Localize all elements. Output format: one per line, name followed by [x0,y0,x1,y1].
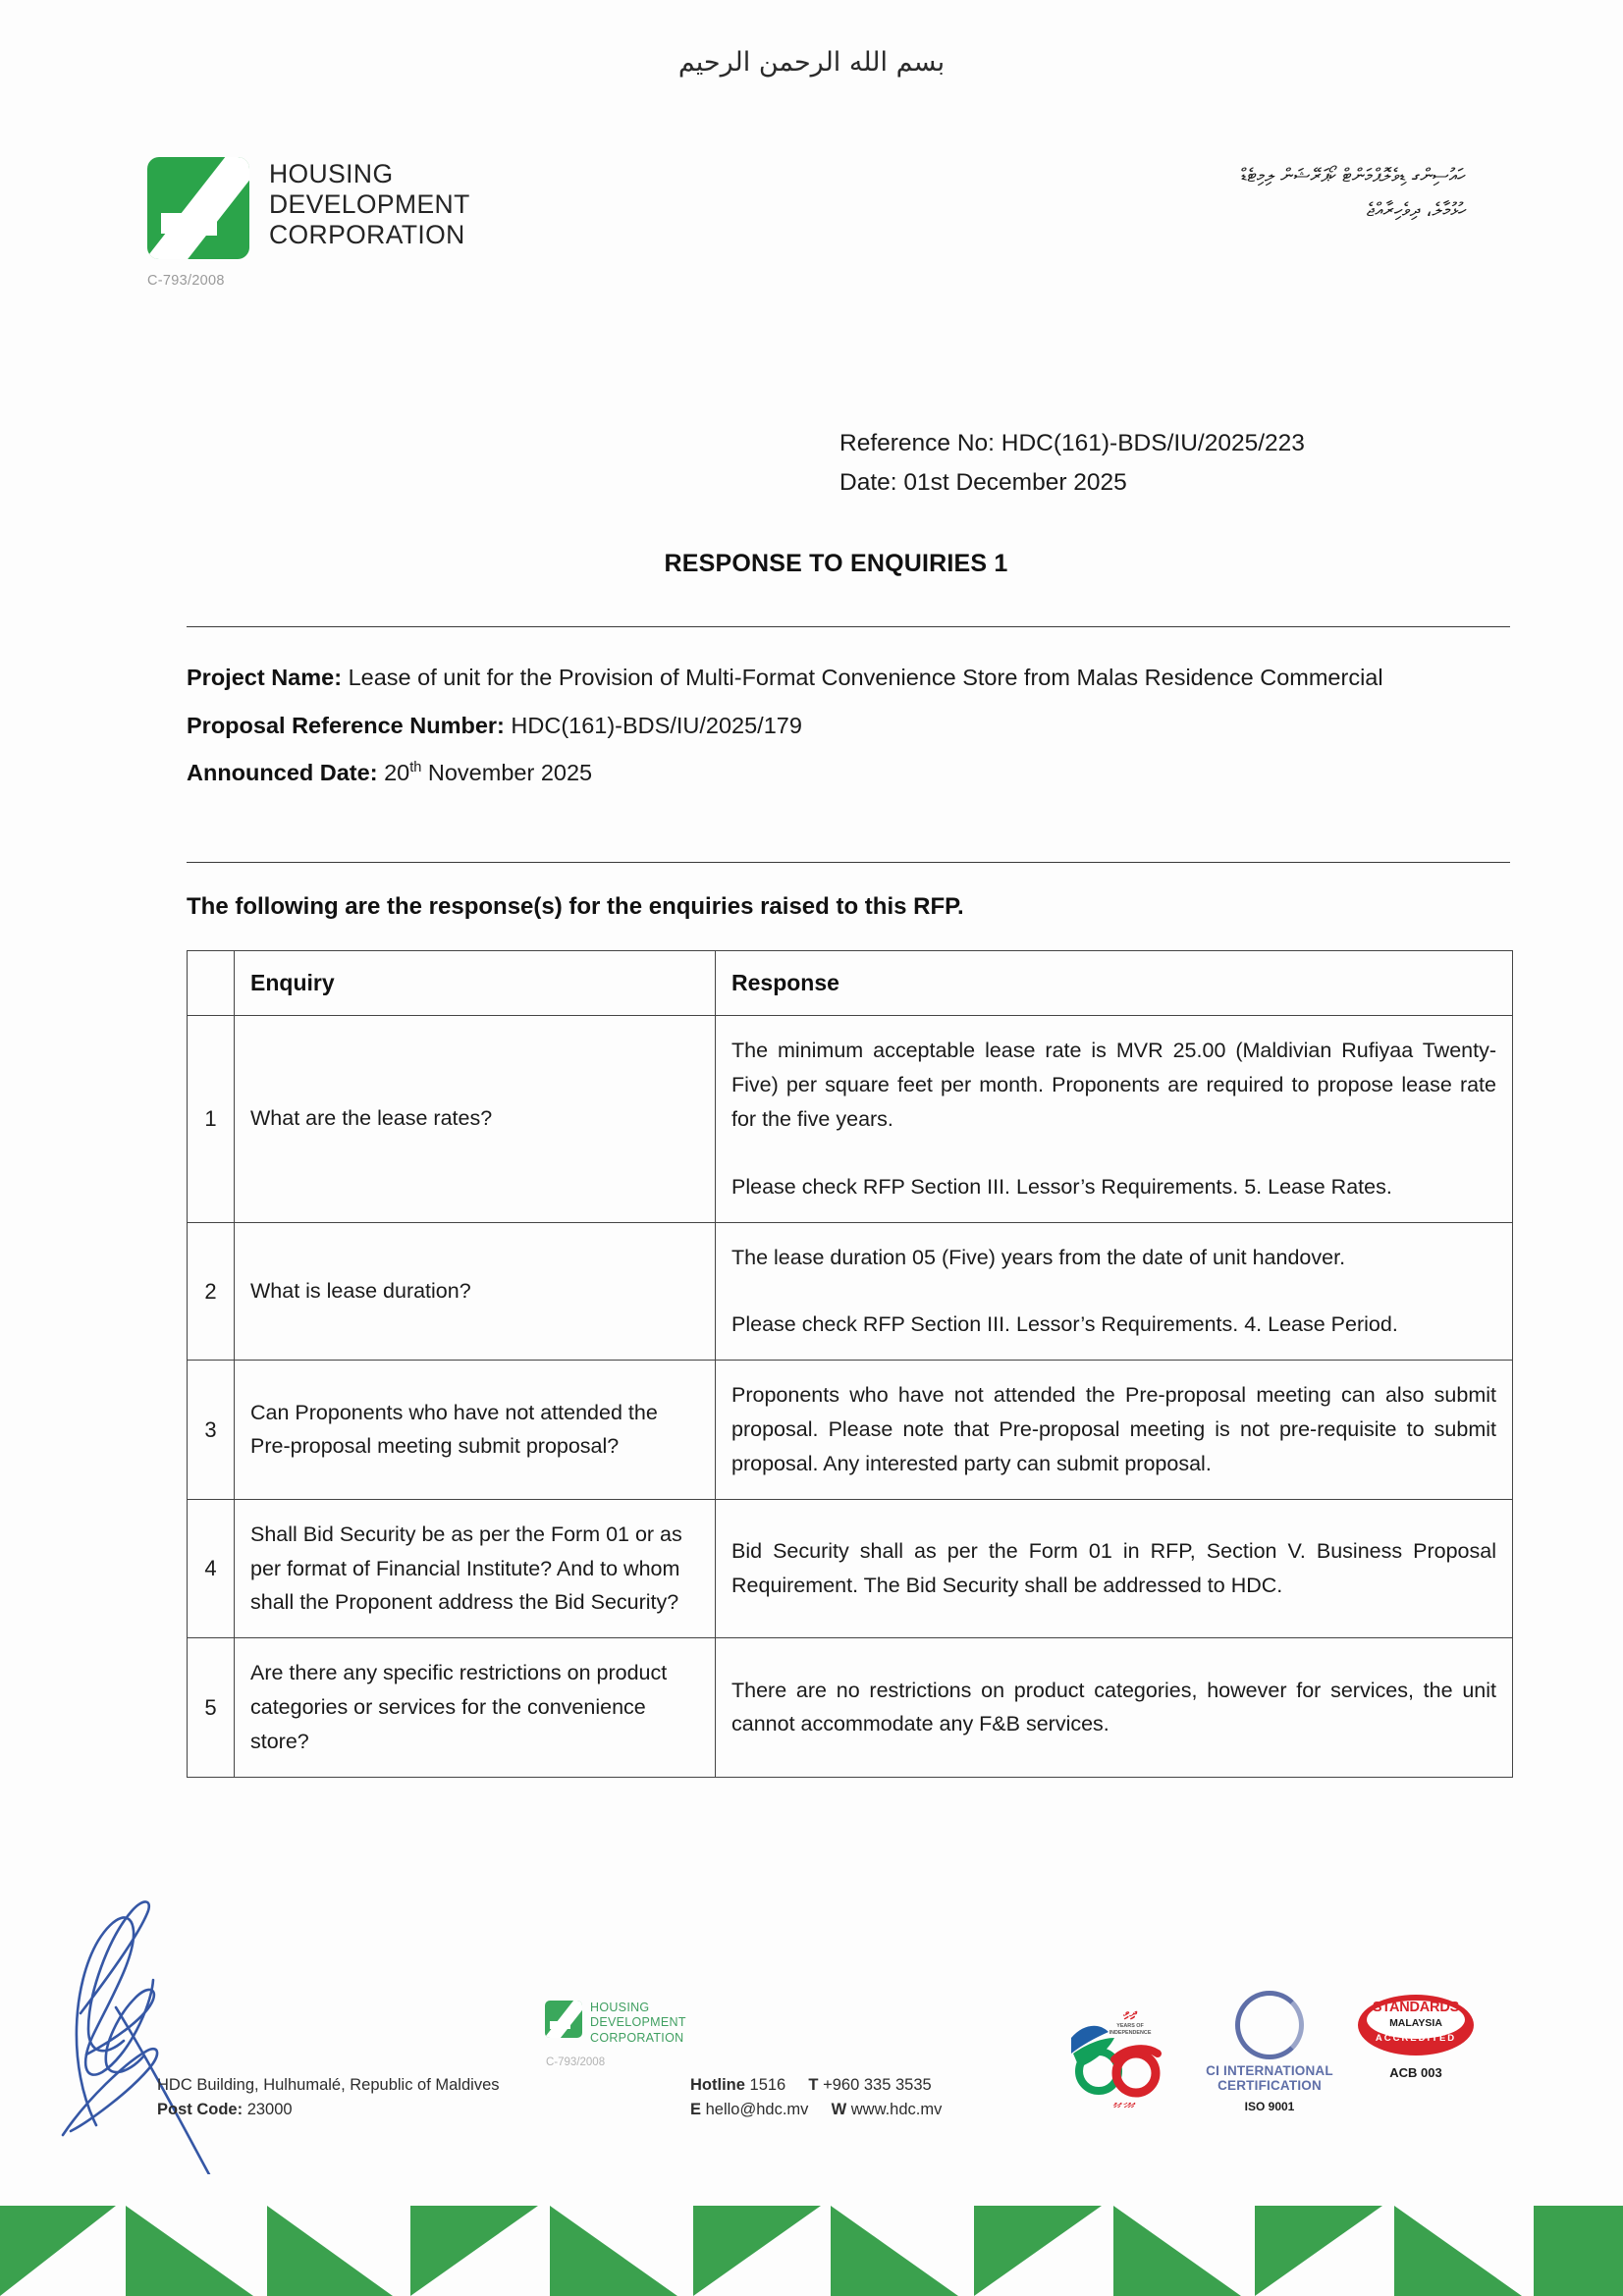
company-registration-no: C-793/2008 [147,273,225,289]
footer-hdc-wordmark [590,2001,686,2046]
column-header-number [188,951,235,1016]
footer-hotline-value: 1516 [749,2076,786,2094]
dhivehi-letterhead [1241,159,1466,228]
announced-date-day: 20 [384,760,410,786]
footer-contact-block [690,2073,942,2122]
ci-name-line-1: CI INTERNATIONAL [1206,2063,1333,2078]
bottom-triangle-band [0,2139,1623,2296]
divider-top [187,626,1510,627]
page-title [0,550,1623,578]
proposal-reference-row [187,708,1512,745]
signature-mark [37,1890,263,2174]
independence-60-years-icon [1065,1995,1183,2110]
row-enquiry: What is lease duration? [235,1222,716,1361]
table-row [188,1016,1513,1222]
bismillah-text: بسم الله الرحمن الرحيم [677,47,946,78]
section-lead-in: The following are the response(s) for the enquiries raised to this RFP. [187,893,964,920]
response-paragraph-2: Please check RFP Section III. Lessor’s Requirements. 4. Lease Period. [731,1312,1398,1337]
table-header-row [188,951,1513,1016]
table-row [188,1361,1513,1499]
row-enquiry: Shall Bid Security be as per the Form 01 or as per format of Financial Institute? And to whom shall the Proponent address the Bid Security? [235,1499,716,1637]
footer-address: HDC Building, Hulhumalé, Republic of Maldives [157,2076,500,2094]
response-paragraph-1: Bid Security shall as per the Form 01 in RFP, Section V. Business Proposal Requirement. The Bid Security shall be addressed to HDC. [731,1539,1496,1597]
project-meta [187,660,1512,792]
divider-bottom [187,862,1510,863]
row-response [716,1222,1513,1361]
footer-logo-line-3: CORPORATION [590,2030,684,2045]
standards-oval-icon [1358,1995,1474,2056]
svg-text:YEARS OF: YEARS OF [1116,2023,1144,2029]
proposal-reference-value: HDC(161)-BDS/IU/2025/179 [511,712,802,738]
standards-name: STANDARDS [1372,2000,1460,2016]
response-paragraph-2: Please check RFP Section III. Lessor’s Requirements. 5. Lease Rates. [731,1174,1392,1199]
dhivehi-line-2: ހުޅުމާލެ، ދިވެހިރާއްޖެ [1366,199,1466,222]
ci-name-line-2: CERTIFICATION [1217,2078,1322,2094]
hdc-logo [147,157,470,259]
enquiry-response-table [187,950,1513,1778]
footer-logo-line-1: HOUSING [590,2001,650,2014]
footer-registration-no: C-793/2008 [546,2056,606,2068]
footer-website-label: W [831,2101,847,2119]
ci-iso-standard: ISO 9001 [1244,2100,1295,2114]
announced-date-label: Announced Date: [187,760,378,786]
hdc-logo-wordmark [269,159,470,250]
page-title-text: RESPONSE TO ENQUIRIES 1 [664,550,1008,577]
announced-date-row [187,755,1512,792]
response-paragraph-1: The lease duration 05 (Five) years from the date of unit handover. [731,1245,1346,1269]
footer-postcode-label: Post Code: [157,2101,243,2119]
svg-text:ދިިވި: ދިިވި [1123,2004,1137,2019]
footer-hdc-logo-mark-icon [545,2001,582,2038]
response-paragraph-1: There are no restrictions on product categories, however for services, the unit cannot accommodate any F&B services. [731,1678,1496,1736]
column-header-enquiry: Enquiry [235,951,716,1016]
dhivehi-line-1: ހައުސިންގ ޑިވެލޮޕްމަންޓް ކޯޕަރޭޝަން ލިމިޓެޑް [1240,165,1466,187]
row-response [716,1016,1513,1222]
row-number: 4 [188,1499,235,1637]
announced-date-rest: November 2025 [427,760,593,786]
row-response [716,1499,1513,1637]
row-enquiry: Are there any specific restrictions on product categories or services for the convenience store? [235,1638,716,1777]
document-date: Date: 01st December 2025 [839,468,1127,496]
reference-number: Reference No: HDC(161)-BDS/IU/2025/223 [839,430,1305,456]
standards-country: MALAYSIA [1389,2016,1442,2029]
table-row [188,1638,1513,1777]
response-paragraph-1: Proponents who have not attended the Pre-proposal meeting can also submit proposal. Please note that Pre-proposal meeting is not pre-requisite to submit proposal. Any interested party can submit proposal. [731,1383,1496,1475]
reference-block [839,424,1305,502]
project-name-label: Project Name: [187,665,343,690]
footer-hdc-logo [545,2001,686,2046]
row-number: 1 [188,1016,235,1222]
row-enquiry: What are the lease rates? [235,1016,716,1222]
standards-accredited: ACCREDITED [1375,2033,1457,2045]
letterhead-header [0,147,1623,289]
logo-line-2: DEVELOPMENT [269,189,470,219]
project-name-value: Lease of unit for the Provision of Multi-Format Convenience Store from Malas Residence Commercial [348,665,1383,690]
hdc-logo-mark-icon [147,157,249,259]
row-response [716,1638,1513,1777]
svg-text:ދިވިހި ދިވި: ދިވިހި ދިވި [1113,2099,1135,2108]
footer-tel-label: T [808,2076,819,2094]
logo-line-3: CORPORATION [269,220,465,249]
announced-date-ordinal: th [409,760,422,776]
footer-address-block [157,2073,500,2122]
table-row [188,1222,1513,1361]
column-header-response: Response [716,951,1513,1016]
ci-ring-icon [1235,1991,1304,2059]
footer-website-value[interactable]: www.hdc.mv [850,2101,943,2119]
footer-hotline-label: Hotline [690,2076,745,2094]
footer-tel-value: +960 335 3535 [823,2076,932,2094]
row-number: 3 [188,1361,235,1499]
standards-acb-code: ACB 003 [1389,2065,1442,2080]
ci-international-certification-logo [1196,1991,1343,2113]
response-paragraph-1: The minimum acceptable lease rate is MVR 25.00 (Maldivian Rufiyaa Twenty-Five) per square feet per month. Proponents are required to propose lease rate for the five years. [731,1039,1496,1131]
footer-logo-line-2: DEVELOPMENT [590,2015,686,2030]
svg-text:INDEPENDENCE: INDEPENDENCE [1109,2030,1152,2036]
logo-line-1: HOUSING [269,159,394,188]
footer-postcode-value: 23000 [246,2101,293,2119]
footer-email-value[interactable]: hello@hdc.mv [705,2101,809,2119]
table-row [188,1499,1513,1637]
row-response [716,1361,1513,1499]
footer-postcode-row [157,2098,500,2122]
standards-malaysia-logo [1353,1995,1479,2080]
row-number: 5 [188,1638,235,1777]
footer-email-label: E [690,2101,702,2119]
project-name-row [187,660,1512,697]
proposal-reference-label: Proposal Reference Number: [187,712,505,738]
row-enquiry: Can Proponents who have not attended the Pre-proposal meeting submit proposal? [235,1361,716,1499]
footer-web-row [690,2098,942,2122]
footer-phone-row [690,2073,942,2098]
row-number: 2 [188,1222,235,1361]
